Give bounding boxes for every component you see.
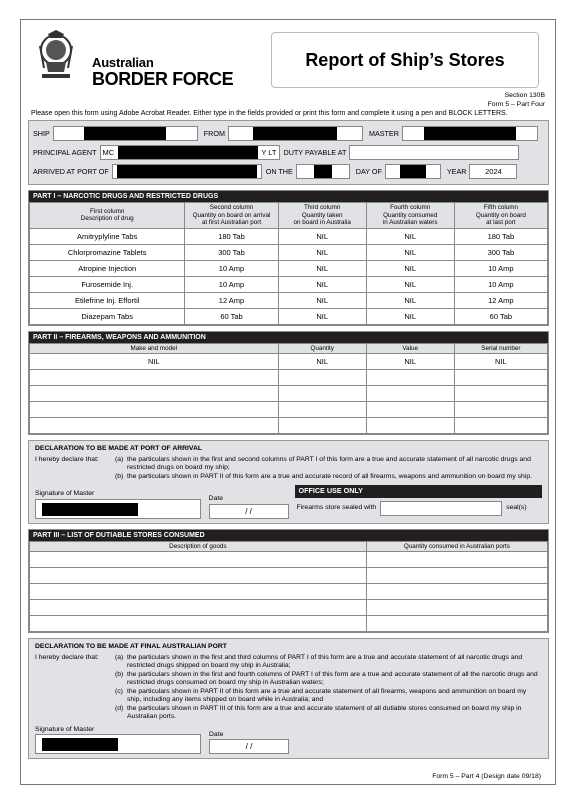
item-text: the particulars shown in PART II of this form are a true and accurate record of all firearms, weapons and ammunition on board my ship. <box>127 472 532 480</box>
table-row <box>30 402 548 418</box>
table-row <box>30 584 548 600</box>
redaction-bar <box>42 738 118 751</box>
item-letter: (a) <box>115 653 124 661</box>
item-letter: (b) <box>115 472 124 480</box>
form-footer: Form 5 – Part 4 (Design date 09/18) <box>432 773 541 780</box>
redaction-bar <box>84 127 166 140</box>
final-declaration <box>28 638 549 759</box>
part1-table <box>29 202 548 325</box>
item-text: the particulars shown in the first and second columns of PART I of this form are a true and accurate statement of all narcotic drugs and restricted drugs on board my ship; <box>127 455 531 471</box>
item-letter: (c) <box>115 687 123 695</box>
part1-header-row <box>30 203 548 229</box>
org-line1: Australian <box>92 55 154 70</box>
table-cell[interactable] <box>366 600 547 616</box>
table-cell[interactable]: 10 Amp <box>185 260 278 276</box>
agent-value-prefix: MC <box>102 148 115 157</box>
agent-value-suffix: Y LT <box>261 148 277 157</box>
instructions: Please open this form using Adobe Acrobat Reader. Either type in the fields provided or print this form and complete it using a pen and BLOCK LETTERS. <box>31 110 508 117</box>
table-cell[interactable] <box>366 584 547 600</box>
table-cell[interactable] <box>30 568 367 584</box>
column-header: Serial number <box>454 343 547 354</box>
table-cell[interactable] <box>454 402 547 418</box>
redaction-bar <box>253 127 337 140</box>
table-cell[interactable] <box>278 386 366 402</box>
column-header: First column Description of drug <box>30 203 185 229</box>
table-cell[interactable]: 10 Amp <box>454 260 547 276</box>
final-signature-line <box>35 726 542 755</box>
table-cell[interactable]: NIL <box>278 276 366 292</box>
table-cell[interactable] <box>366 616 547 632</box>
table-cell[interactable]: NIL <box>278 354 366 370</box>
table-cell[interactable]: 10 Amp <box>185 276 278 292</box>
part2-section <box>28 331 549 436</box>
table-cell[interactable] <box>30 402 279 418</box>
signature-label: Signature of Master <box>35 490 95 497</box>
declaration-item <box>35 671 542 688</box>
table-cell[interactable]: 180 Tab <box>454 228 547 244</box>
column-header: Quantity <box>278 343 366 354</box>
table-cell[interactable] <box>366 568 547 584</box>
table-row <box>30 386 548 402</box>
arrival-row <box>33 162 544 181</box>
date-field[interactable]: / / <box>209 504 289 519</box>
table-cell[interactable]: Atropine Injection <box>30 260 185 276</box>
column-header: Make and model <box>30 343 279 354</box>
table-row <box>30 228 548 244</box>
org-name <box>92 56 233 88</box>
table-cell[interactable]: Furosemide Inj. <box>30 276 185 292</box>
column-header: Fifth column Quantity on board at last port <box>454 203 547 229</box>
ship-details-panel <box>28 120 549 185</box>
table-cell[interactable]: 60 Tab <box>454 308 547 324</box>
table-cell[interactable] <box>30 584 367 600</box>
table-row <box>30 418 548 434</box>
date-label: Date <box>208 495 224 502</box>
table-row <box>30 308 548 324</box>
seals-field[interactable] <box>380 501 502 516</box>
table-cell[interactable]: 60 Tab <box>185 308 278 324</box>
table-row <box>30 292 548 308</box>
column-header: Description of goods <box>30 541 367 552</box>
duty-label: DUTY PAYABLE AT <box>283 148 347 157</box>
table-cell[interactable] <box>366 402 454 418</box>
redaction-bar <box>400 165 426 178</box>
table-cell[interactable] <box>366 370 454 386</box>
part3-section <box>28 529 549 634</box>
table-cell[interactable] <box>278 402 366 418</box>
table-cell[interactable] <box>454 418 547 434</box>
date-block <box>209 731 289 755</box>
table-cell[interactable]: 300 Tab <box>185 244 278 260</box>
ship-row <box>33 124 544 143</box>
table-cell[interactable] <box>366 552 547 568</box>
table-cell[interactable] <box>30 616 367 632</box>
agent-label: PRINCIPAL AGENT <box>33 148 97 157</box>
declaration-item <box>35 473 542 482</box>
item-text: the particulars shown in PART II of this form are a true and accurate statement of all firearms, weapons and ammunition on board my ship, including any items shipped on board while in Australia; and <box>127 687 527 703</box>
arrived-label: ARRIVED AT PORT OF <box>33 167 109 176</box>
column-header: Second column Quantity on board on arrival at first Australian port <box>185 203 278 229</box>
office-use-heading: OFFICE USE ONLY <box>295 485 543 498</box>
table-row <box>30 276 548 292</box>
table-cell[interactable]: Etilefrine Inj. Effortil <box>30 292 185 308</box>
table-cell[interactable]: NIL <box>454 354 547 370</box>
redaction-bar <box>117 165 257 178</box>
table-row <box>30 370 548 386</box>
table-cell[interactable]: NIL <box>278 260 366 276</box>
table-cell[interactable] <box>366 386 454 402</box>
table-cell[interactable] <box>454 370 547 386</box>
table-row <box>30 568 548 584</box>
table-cell[interactable]: 300 Tab <box>454 244 547 260</box>
table-cell[interactable]: NIL <box>278 292 366 308</box>
date-block <box>209 495 289 519</box>
table-cell[interactable]: NIL <box>366 292 454 308</box>
redaction-bar <box>42 503 138 516</box>
table-cell[interactable]: NIL <box>366 228 454 244</box>
section-reference <box>488 92 545 109</box>
arrival-declaration <box>28 440 549 524</box>
arrived-port-field[interactable] <box>112 164 262 179</box>
year-field[interactable]: 2024 <box>469 164 517 179</box>
final-declaration-heading: DECLARATION TO BE MADE AT FINAL AUSTRALIAN PORT <box>35 643 227 650</box>
table-cell[interactable] <box>278 418 366 434</box>
item-letter: (d) <box>115 704 124 712</box>
coat-of-arms-icon <box>34 28 78 84</box>
table-cell[interactable]: NIL <box>366 276 454 292</box>
item-letter: (b) <box>115 670 124 678</box>
table-cell[interactable]: 12 Amp <box>454 292 547 308</box>
declaration-item <box>35 456 542 473</box>
part2-table <box>29 343 548 435</box>
seals-label: seal(s) <box>506 503 527 511</box>
item-text: the particulars shown in the first and third columns of PART I of this form are a true and accurate statement of all narcotic drugs and restricted drugs shipped on board my ship in Australia; <box>127 653 523 669</box>
table-cell[interactable]: NIL <box>366 308 454 324</box>
table-cell[interactable]: Chlorpromazine Tablets <box>30 244 185 260</box>
part3-header-row <box>30 541 548 552</box>
table-cell[interactable]: 180 Tab <box>185 228 278 244</box>
table-cell[interactable]: NIL <box>278 244 366 260</box>
form-header <box>28 24 549 110</box>
declaration-item <box>35 705 542 722</box>
signature-block <box>35 490 201 519</box>
table-cell[interactable]: NIL <box>278 228 366 244</box>
column-header: Value <box>366 343 454 354</box>
item-letter: (a) <box>115 455 124 463</box>
date-label: Date <box>209 730 224 738</box>
signature-block <box>35 726 201 755</box>
table-cell[interactable] <box>366 418 454 434</box>
hereby-label: I hereby declare that: <box>35 653 99 661</box>
table-cell[interactable] <box>278 370 366 386</box>
table-cell[interactable]: NIL <box>30 354 279 370</box>
item-text: the particulars shown in PART III of this form are a true and accurate statement of all dutiable stores consumed on board my ship in Australian ports. <box>127 704 522 720</box>
table-row <box>30 354 548 370</box>
ship-label: SHIP <box>33 129 50 138</box>
table-cell[interactable]: NIL <box>278 308 366 324</box>
part2-header-row <box>30 343 548 354</box>
master-label: MASTER <box>368 129 399 138</box>
redaction-bar <box>118 146 258 159</box>
firearms-sealed-label: Firearms store sealed with <box>296 503 377 511</box>
form-part: Form 5 – Part Four <box>487 100 545 108</box>
day-field[interactable] <box>385 164 441 179</box>
table-cell[interactable] <box>30 600 367 616</box>
from-field[interactable] <box>228 126 363 141</box>
agent-row <box>33 143 544 162</box>
section-number: Section 130B <box>504 92 545 99</box>
signature-field[interactable] <box>35 734 201 754</box>
table-cell[interactable]: 10 Amp <box>454 276 547 292</box>
table-cell[interactable]: Amitryplyline Tabs <box>30 228 185 244</box>
org-line2: BORDER FORCE <box>92 69 234 89</box>
from-label: FROM <box>203 129 225 138</box>
master-field[interactable] <box>402 126 538 141</box>
table-cell[interactable]: NIL <box>366 260 454 276</box>
table-row <box>30 600 548 616</box>
table-row <box>30 616 548 632</box>
part3-heading: PART III – LIST OF DUTIABLE STORES CONSUMED <box>29 530 548 541</box>
table-cell[interactable] <box>30 418 279 434</box>
column-header: Quantity consumed in Australian ports <box>366 541 547 552</box>
on-label: ON THE <box>265 167 293 176</box>
part3-table <box>29 541 548 633</box>
part2-heading: PART II – FIREARMS, WEAPONS AND AMMUNITION <box>29 332 548 343</box>
declaration-item <box>35 654 542 671</box>
table-cell[interactable] <box>30 370 279 386</box>
part1-heading: PART I – NARCOTIC DRUGS AND RESTRICTED DRUGS <box>29 191 548 202</box>
office-use-block <box>295 485 543 519</box>
redaction-bar <box>314 165 332 178</box>
form-title: Report of Ship’s Stores <box>305 49 505 70</box>
signature-label: Signature of Master <box>35 725 95 733</box>
year-label: YEAR <box>446 167 467 176</box>
on-field[interactable] <box>296 164 350 179</box>
agent-field[interactable] <box>100 145 280 160</box>
column-header: Third column Quantity taken on board in Australia <box>278 203 366 229</box>
table-cell[interactable] <box>30 386 279 402</box>
table-cell[interactable] <box>30 552 367 568</box>
item-text: the particulars shown in the first and fourth columns of PART I of this form are a true and accurate statement of all the narcotic drugs and restricted drugs consumed on board my ship in Australian waters; <box>127 670 538 686</box>
table-cell[interactable]: 12 Amp <box>185 292 278 308</box>
arrival-declaration-heading: DECLARATION TO BE MADE AT PORT OF ARRIVAL <box>35 445 203 452</box>
table-cell[interactable] <box>454 386 547 402</box>
title-box <box>271 32 539 88</box>
declaration-item <box>35 688 542 705</box>
office-use-body <box>295 498 543 519</box>
table-cell[interactable]: NIL <box>366 354 454 370</box>
part1-section <box>28 190 549 326</box>
table-row <box>30 260 548 276</box>
date-field[interactable]: / / <box>209 739 289 754</box>
table-cell[interactable]: NIL <box>366 244 454 260</box>
table-cell[interactable]: Diazepam Tabs <box>30 308 185 324</box>
signature-field[interactable] <box>35 499 201 519</box>
table-row <box>30 244 548 260</box>
arrival-signature-line <box>35 485 542 519</box>
hereby-label: I hereby declare that: <box>35 455 99 463</box>
day-label: DAY OF <box>355 167 382 176</box>
final-declaration-items <box>35 654 542 722</box>
table-row <box>30 552 548 568</box>
column-header: Fourth column Quantity consumed in Australian waters <box>366 203 454 229</box>
duty-field[interactable] <box>349 145 519 160</box>
redaction-bar <box>424 127 516 140</box>
form-frame <box>28 24 549 759</box>
ship-field[interactable] <box>53 126 198 141</box>
